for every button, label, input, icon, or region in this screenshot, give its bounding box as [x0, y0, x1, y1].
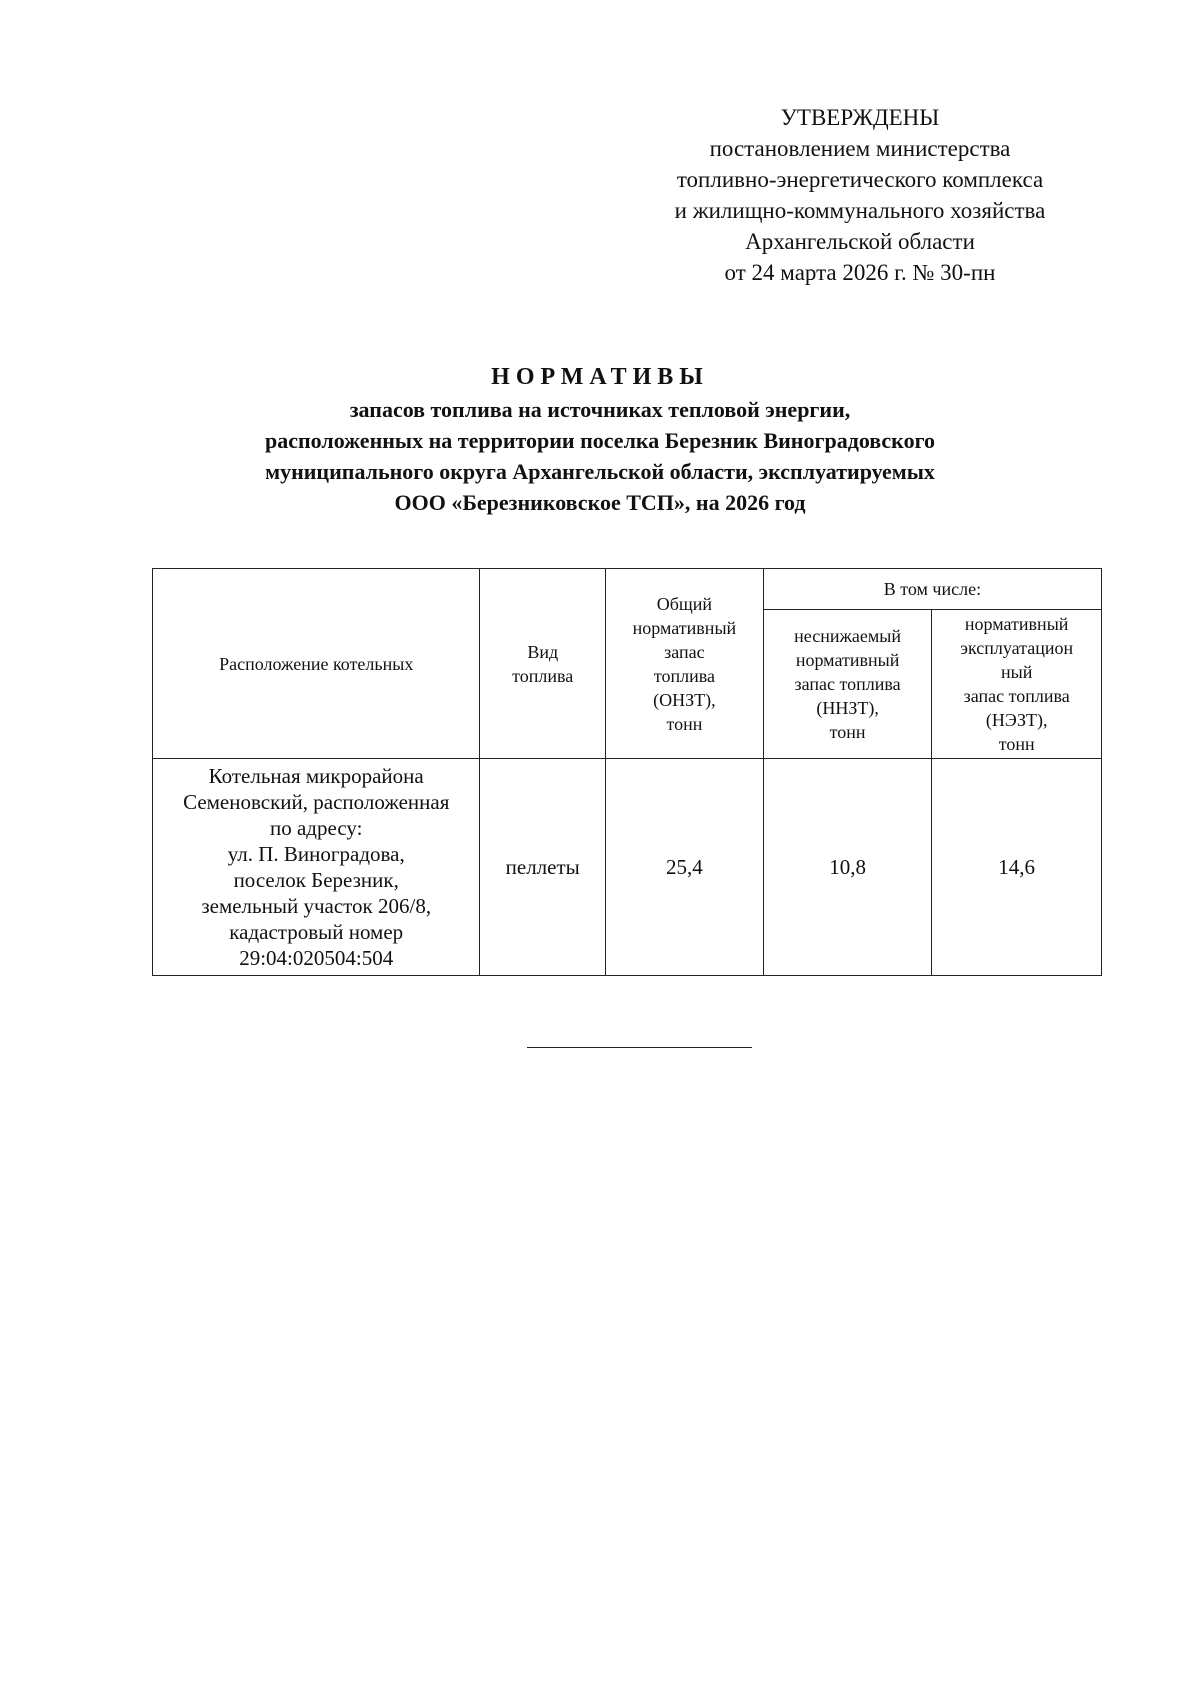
- table-row: [153, 759, 1102, 976]
- cell-total-reserve: 25,4: [606, 759, 764, 976]
- document-title-block: [150, 360, 1050, 518]
- header-location: Расположение котельных: [153, 569, 480, 759]
- table-header-row: [153, 569, 1102, 610]
- header-nnzt: неснижаемый нормативный запас топлива (ННЗТ), тонн: [763, 610, 932, 759]
- approval-line: постановлением министерства: [709, 136, 1011, 161]
- cell-nnzt: 10,8: [763, 759, 932, 976]
- header-including: В том числе:: [763, 569, 1101, 610]
- cell-nezt: 14,6: [932, 759, 1102, 976]
- subtitle-line: расположенных на территории поселка Березник Виноградовского: [264, 428, 936, 453]
- cell-location: Котельная микрорайона Семеновский, расположенная по адресу: ул. П. Виноградова, поселок Березник, земельный участок 206/8, кадастровый номер 29:04:020504:504: [153, 759, 480, 976]
- document-title: НОРМАТИВЫ: [491, 364, 709, 390]
- approval-line: топливно-энергетического комплекса: [676, 167, 1044, 192]
- header-nezt: нормативный эксплуатацион ный запас топлива (НЭЗТ), тонн: [932, 610, 1102, 759]
- subtitle-line: ООО «Березниковское ТСП», на 2026 год: [394, 490, 806, 515]
- approval-block: [620, 102, 1100, 288]
- cell-fuel-type: пеллеты: [480, 759, 606, 976]
- approval-date: от 24 марта 2026 г. № 30-пн: [724, 260, 996, 285]
- approval-heading: УТВЕРЖДЕНЫ: [780, 105, 940, 130]
- subtitle-line: запасов топлива на источниках тепловой энергии,: [349, 397, 851, 422]
- fuel-norms-table: [152, 568, 1102, 976]
- end-divider: [527, 1047, 752, 1048]
- header-fuel-type: Вид топлива: [480, 569, 606, 759]
- document-subtitle: [150, 394, 1050, 518]
- header-total-reserve: Общий нормативный запас топлива (ОНЗТ), тонн: [606, 569, 764, 759]
- approval-line: Архангельской области: [745, 229, 975, 254]
- approval-line: и жилищно-коммунального хозяйства: [674, 198, 1046, 223]
- subtitle-line: муниципального округа Архангельской области, эксплуатируемых: [265, 459, 935, 484]
